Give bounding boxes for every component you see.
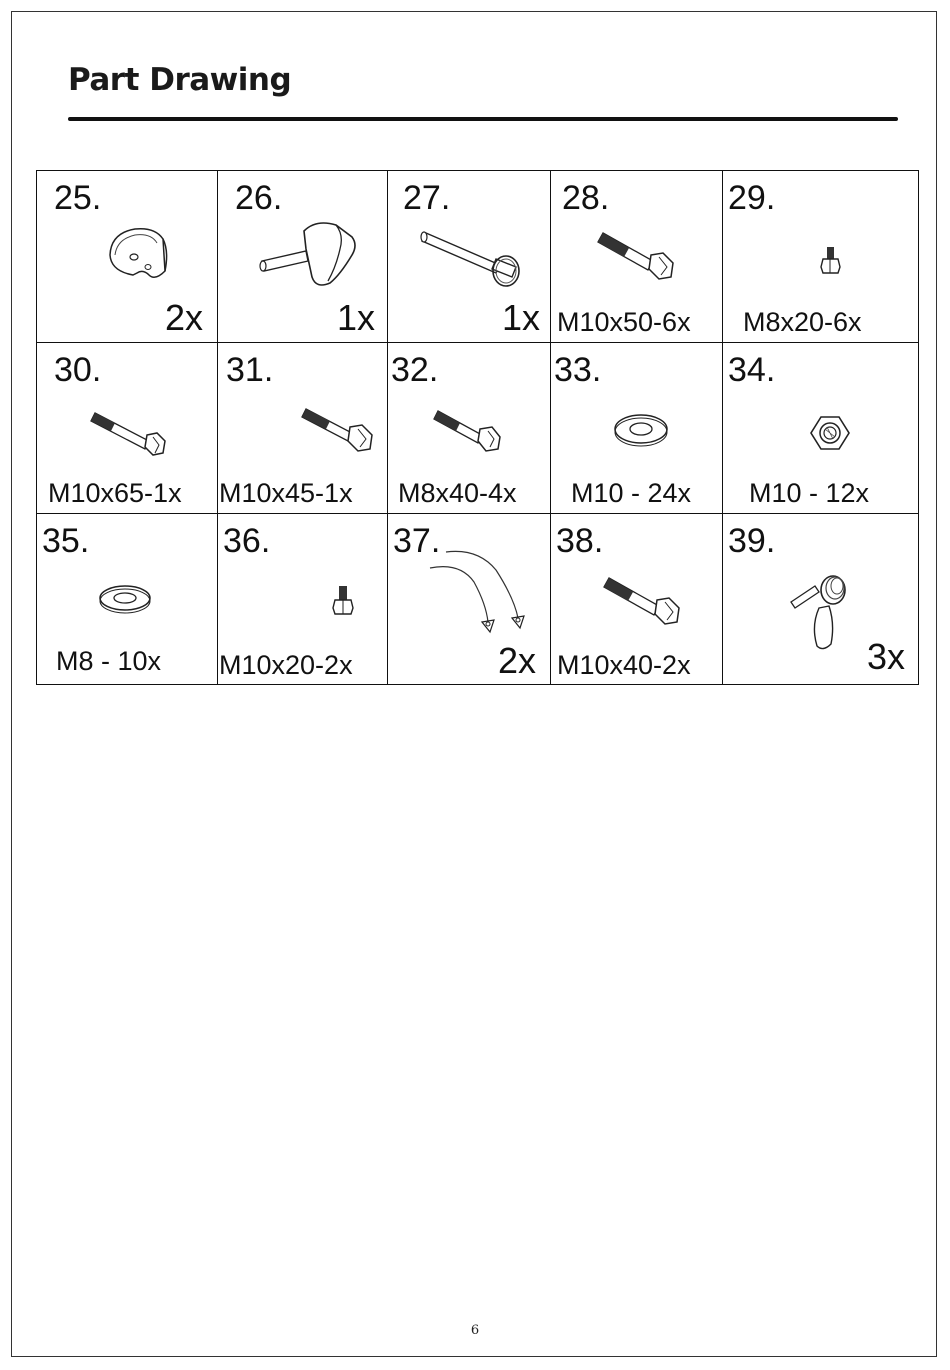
part-number: 26. [235,179,283,217]
part-cell-35 [37,514,218,685]
parts-grid [36,170,919,685]
part-spec: M8 - 10x [56,646,162,676]
part-spec: M8x20-6x [743,307,862,337]
part-number: 39. [728,522,776,560]
part-quantity: 2x [164,297,203,338]
part-number: 30. [54,351,102,389]
part-number: 29. [728,179,776,217]
part-cell-34 [723,343,919,514]
part-spec: M10x40-2x [557,650,691,680]
part-cell-26 [218,171,388,343]
part-spec: M10 - 12x [749,478,870,508]
part-cell-25 [37,171,218,343]
part-cell-38 [551,514,723,685]
part-spec: M10x50-6x [557,307,691,337]
part-number: 28. [562,179,610,217]
part-cell-33 [551,343,723,514]
title-rule [68,117,898,121]
part-number: 34. [728,351,776,389]
part-quantity: 1x [501,297,540,338]
part-spec: M10x65-1x [48,478,182,508]
part-number: 36. [223,522,271,560]
part-number: 32. [391,351,439,389]
part-cell-30 [37,343,218,514]
part-cell-37 [388,514,551,685]
part-quantity: 1x [336,297,375,338]
part-spec: M10 - 24x [571,478,692,508]
part-quantity: 2x [497,640,536,681]
part-number: 38. [556,522,604,560]
part-number: 33. [554,351,602,389]
part-spec: M8x40-4x [398,478,517,508]
part-spec: M10x45-1x [219,478,353,508]
page-title: Part Drawing [68,62,292,98]
part-quantity: 3x [866,636,905,677]
part-cell-28 [551,171,723,343]
part-cell-32 [388,343,551,514]
part-number: 35. [42,522,90,560]
part-number: 31. [226,351,274,389]
part-cell-31 [218,343,388,514]
part-number: 37. [393,522,441,560]
part-spec: M10x20-2x [219,650,353,680]
page-number: 6 [470,1323,480,1338]
part-number: 25. [54,179,102,217]
part-number: 27. [403,179,451,217]
part-cell-36 [218,514,388,685]
part-cell-27 [388,171,551,343]
part-cell-29 [723,171,919,343]
part-cell-39 [723,514,919,685]
